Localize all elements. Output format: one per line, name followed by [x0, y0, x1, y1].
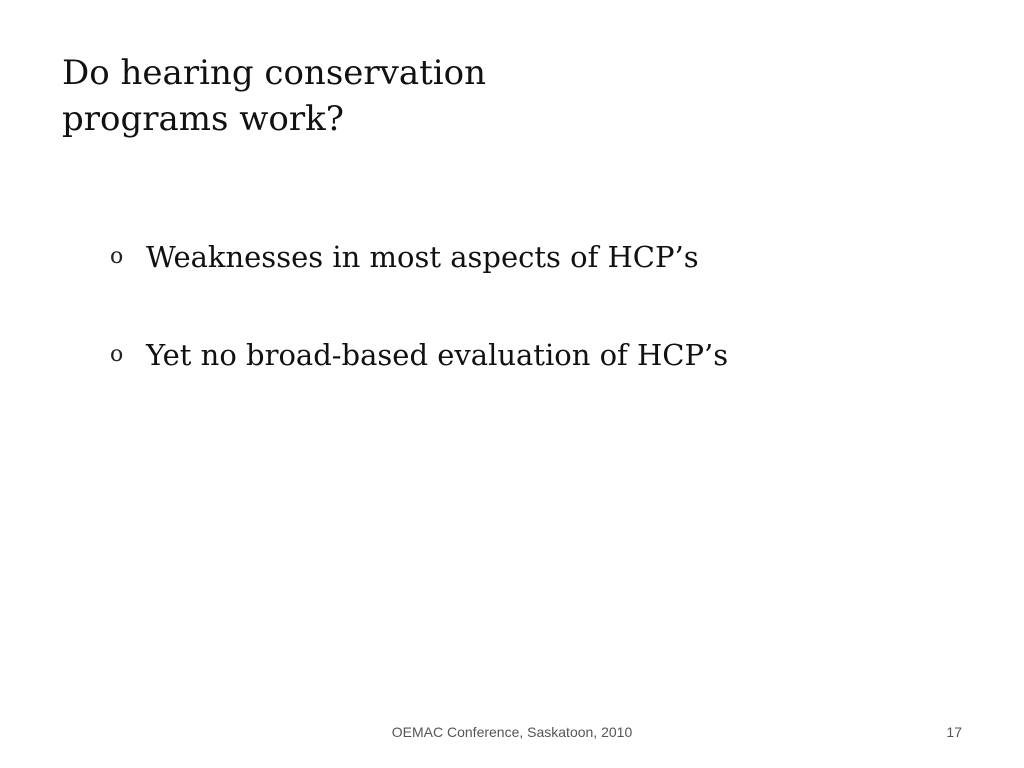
hollow-circle-bullet-icon: o: [110, 244, 124, 269]
slide-number: 17: [946, 724, 962, 740]
slide-title-line-1: Do hearing conservation: [62, 53, 487, 93]
footer-text: OEMAC Conference, Saskatoon, 2010: [391, 724, 633, 740]
bullet-item: [110, 330, 970, 380]
bullet-text: Weaknesses in most aspects of HCP’s: [146, 240, 699, 274]
slide-title: [62, 50, 582, 142]
bullet-item: [110, 232, 970, 282]
bullet-list: [110, 232, 970, 428]
hollow-circle-bullet-icon: o: [110, 342, 124, 367]
slide-title-line-2: programs work?: [62, 99, 344, 139]
bullet-text: Yet no broad-based evaluation of HCP’s: [146, 338, 729, 372]
